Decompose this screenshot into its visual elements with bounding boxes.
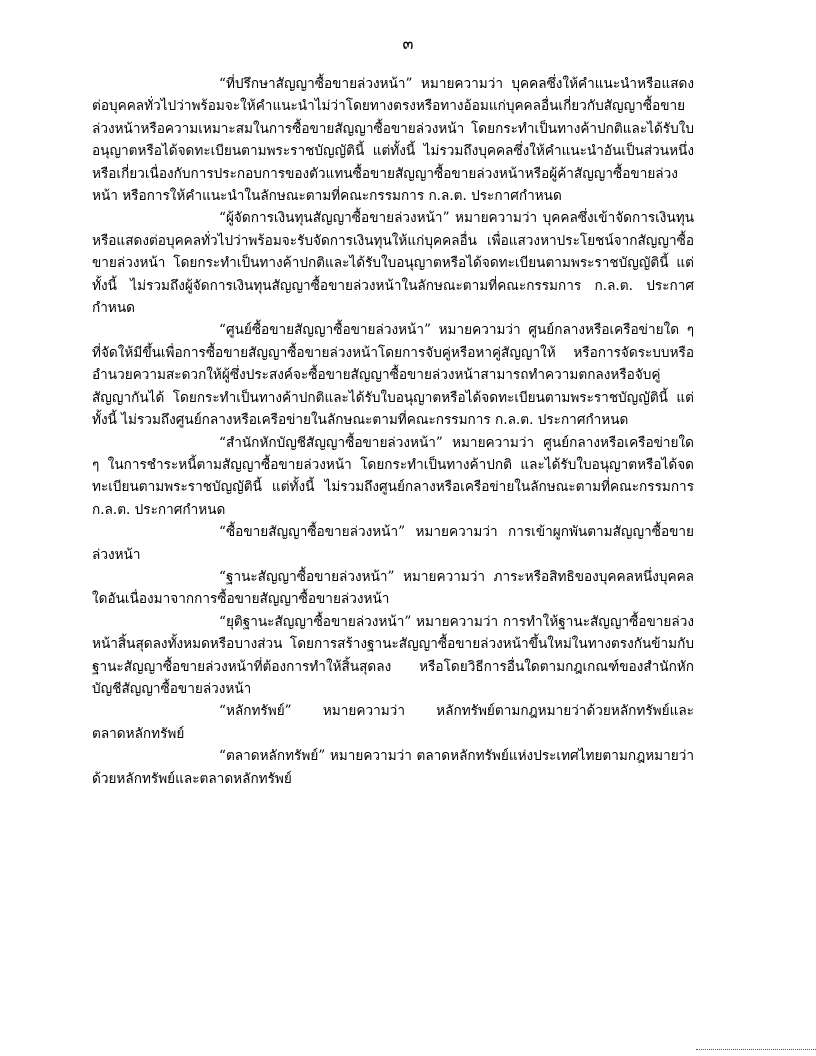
document-body bbox=[92, 73, 694, 790]
definition-paragraph: “ยุติฐานะสัญญาซื้อขายล่วงหน้า” หมายความว่า การทำให้ฐานะสัญญาซื้อขายล่วงหน้าสิ้นสุดลงทั้งหมดหรือบางส่วน โดยการสร้างฐานะสัญญาซื้อขายล่วงหน้าขึ้นใหม่ในทางตรงกันข้ามกับฐานะสัญญาซื้อขายล่วงหน้าที่ต้องการทำให้สิ้นสุดลง หรือโดยวิธีการอื่นใดตามกฎเกณฑ์ของสำนักหักบัญชีสัญญาซื้อขายล่วงหน้า bbox=[92, 613, 694, 697]
definition-paragraph: “ที่ปรึกษาสัญญาซื้อขายล่วงหน้า” หมายความว่า บุคคลซึ่งให้คำแนะนำหรือแสดงต่อบุคคลทั่วไปว่าพร้อมจะให้คำแนะนำไม่ว่าโดยทางตรงหรือทางอ้อมแก่บุคคลอื่นเกี่ยวกับสัญญาซื้อขายล่วงหน้าหรือความเหมาะสมในการซื้อขายสัญญาซื้อขายล่วงหน้า โดยกระทำเป็นทางค้าปกติและได้รับใบอนุญาตหรือได้จดทะเบียนตามพระราชบัญญัตินี้ แต่ทั้งนี้ ไม่รวมถึงบุคคลซึ่งให้คำแนะนำอันเป็นส่วนหนึ่งหรือเกี่ยวเนื่องกับการประกอบการของตัวแทนซื้อขายสัญญาซื้อขายล่วงหน้าหรือผู้ค้าสัญญาซื้อขายล่วงหน้า หรือการให้คำแนะนำในลักษณะตามที่คณะกรรมการ ก.ล.ต. ประกาศกำหนด bbox=[92, 76, 694, 205]
definition-paragraph: “สำนักหักบัญชีสัญญาซื้อขายล่วงหน้า” หมายความว่า ศูนย์กลางหรือเครือข่ายใด ๆ ในการชำระหนี้ตามสัญญาซื้อขายล่วงหน้า โดยกระทำเป็นทางค้าปกติ และได้รับใบอนุญาตหรือได้จดทะเบียนตามพระราชบัญญัตินี้ แต่ทั้งนี้ ไม่รวมถึงศูนย์กลางหรือเครือข่ายในลักษณะตามที่คณะกรรมการ ก.ล.ต. ประกาศกำหนด bbox=[92, 434, 694, 518]
definition-paragraph: “ศูนย์ซื้อขายสัญญาซื้อขายล่วงหน้า” หมายความว่า ศูนย์กลางหรือเครือข่ายใด ๆ ที่จัดให้มีขึ้นเพื่อการซื้อขายสัญญาซื้อขายล่วงหน้าโดยการจับคู่หรือหาคู่สัญญาให้ หรือการจัดระบบหรืออำนวยความสะดวกให้ผู้ซึ่งประสงค์จะซื้อขายสัญญาซื้อขายล่วงหน้าสามารถทำความตกลงหรือจับคู่สัญญากันได้ โดยกระทำเป็นทางค้าปกติและได้รับใบอนุญาตหรือได้จดทะเบียนตามพระราชบัญญัตินี้ แต่ทั้งนี้ ไม่รวมถึงศูนย์กลางหรือเครือข่ายในลักษณะตามที่คณะกรรมการ ก.ล.ต. ประกาศกำหนด bbox=[92, 322, 694, 429]
definition-paragraph: “ซื้อขายสัญญาซื้อขายล่วงหน้า” หมายความว่า การเข้าผูกพันตามสัญญาซื้อขายล่วงหน้า bbox=[92, 524, 694, 563]
definition-paragraph: “ตลาดหลักทรัพย์” หมายความว่า ตลาดหลักทรัพย์แห่งประเทศไทยตามกฎหมายว่าด้วยหลักทรัพย์และตลาดหลักทรัพย์ bbox=[92, 748, 694, 787]
definition-paragraph: “ฐานะสัญญาซื้อขายล่วงหน้า” หมายความว่า ภาระหรือสิทธิของบุคคลหนึ่งบุคคลใดอันเนื่องมาจากการซื้อขายสัญญาซื้อขายล่วงหน้า bbox=[92, 568, 694, 608]
footer-dotted-line bbox=[696, 1049, 816, 1050]
definition-paragraph: “หลักทรัพย์” หมายความว่า หลักทรัพย์ตามกฎหมายว่าด้วยหลักทรัพย์และตลาดหลักทรัพย์ bbox=[92, 703, 694, 742]
page-number: ๓ bbox=[402, 34, 414, 53]
definition-paragraph: “ผู้จัดการเงินทุนสัญญาซื้อขายล่วงหน้า” หมายความว่า บุคคลซึ่งเข้าจัดการเงินทุนหรือแสดงต่อบุคคลทั่วไปว่าพร้อมจะรับจัดการเงินทุนให้แก่บุคคลอื่น เพื่อแสวงหาประโยชน์จากสัญญาซื้อขายล่วงหน้า โดยกระทำเป็นทางค้าปกติและได้รับใบอนุญาตหรือได้จดทะเบียนตามพระราชบัญญัตินี้ แต่ทั้งนี้ ไม่รวมถึงผู้จัดการเงินทุนสัญญาซื้อขายล่วงหน้าในลักษณะตามที่คณะกรรมการ ก.ล.ต. ประกาศกำหนด bbox=[92, 210, 694, 317]
